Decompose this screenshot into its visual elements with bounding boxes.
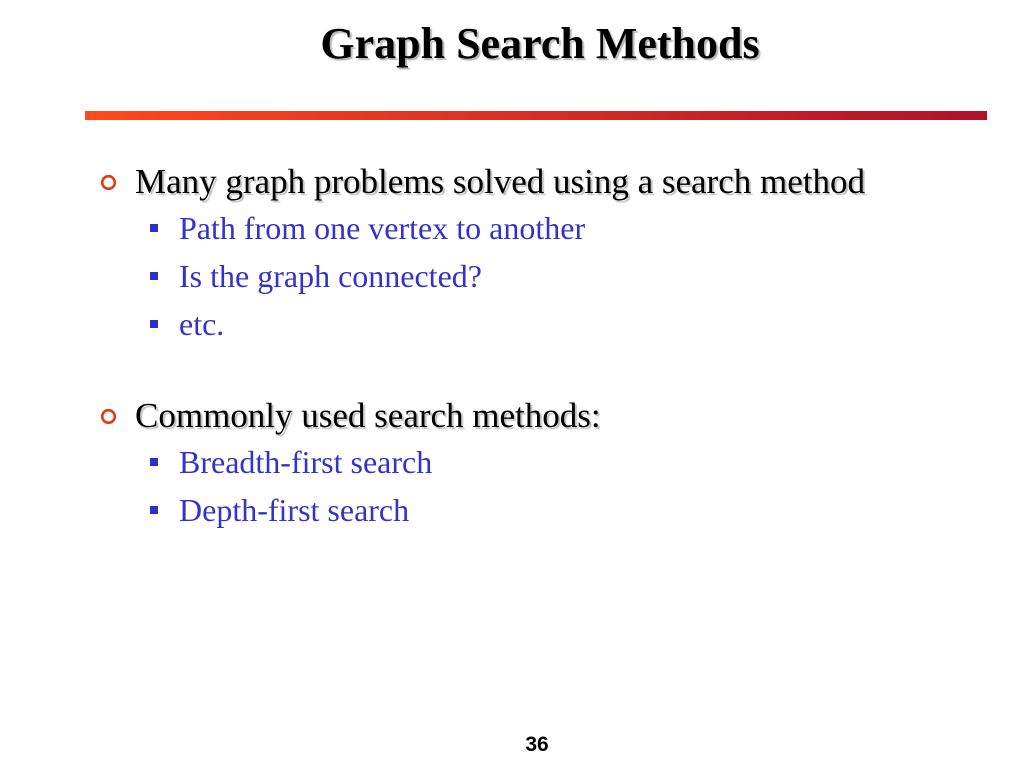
hollow-circle-bullet-icon [100,408,117,425]
sub-bullet-text: Breadth-first search [179,444,433,480]
bullet-text: Many graph problems solved using a search method [135,162,865,201]
title-divider [85,111,987,120]
sub-bullet-text: Depth-first search [179,492,410,528]
square-bullet-icon [150,320,158,328]
sub-bullet-text: Path from one vertex to another [179,210,586,246]
sub-bullet-text: etc. [179,306,225,342]
sub-bullet-text: Is the graph connected? [179,258,482,294]
slide-title: Graph Search Methods [320,19,760,68]
square-bullet-icon [150,506,158,514]
page-number: 36 [525,733,549,756]
hollow-circle-bullet-icon [100,174,117,191]
square-bullet-icon [150,458,158,466]
bullet-text: Commonly used search methods: [135,396,601,435]
square-bullet-icon [150,272,158,280]
square-bullet-icon [150,224,158,232]
